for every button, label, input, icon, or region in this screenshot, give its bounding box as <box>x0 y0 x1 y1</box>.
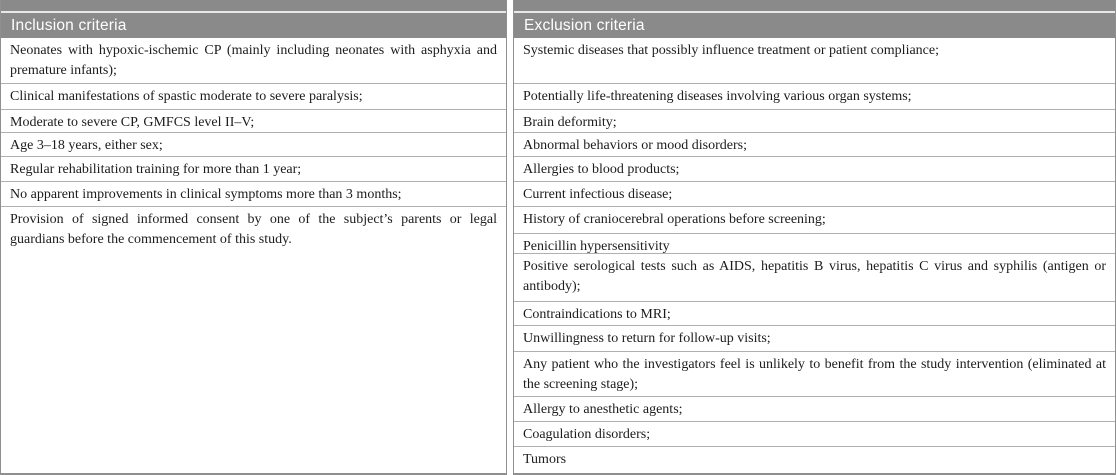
exclusion-criteria-cell: Allergies to blood products; <box>514 157 1115 182</box>
inclusion-rows <box>1 38 506 473</box>
exclusion-criteria-cell: Tumors <box>523 452 567 467</box>
exclusion-criteria-cell: Any patient who the investigators feel is unlikely to benefit from the study intervention (eliminated at the screening stage); <box>514 352 1115 397</box>
inclusion-criteria-cell: Neonates with hypoxic-ischemic CP (mainly including neonates with asphyxia and premature infants); <box>1 38 506 84</box>
inclusion-criteria-cell: Moderate to severe CP, GMFCS level II–V; <box>1 110 506 133</box>
exclusion-column-header: Exclusion criteria <box>514 13 1115 38</box>
inclusion-criteria-cell: Regular rehabilitation training for more than 1 year; <box>1 157 506 182</box>
exclusion-criteria-cell: Contraindications to MRI; <box>514 302 1115 326</box>
inclusion-criteria-cell: Age 3–18 years, either sex; <box>1 133 506 157</box>
exclusion-column <box>513 0 1116 475</box>
inclusion-criteria-cell: Clinical manifestations of spastic moderate to severe paralysis; <box>1 84 506 110</box>
exclusion-criteria-cell: Potentially life-threatening diseases involving various organ systems; <box>514 84 1115 110</box>
exclusion-criteria-cell: Abnormal behaviors or mood disorders; <box>514 133 1115 157</box>
exclusion-criteria-cell: Penicillin hypersensitivity <box>514 234 1115 254</box>
exclusion-criteria-cell: Unwillingness to return for follow-up visits; <box>514 326 1115 352</box>
header-cap-bar <box>1 0 506 11</box>
inclusion-column-header: Inclusion criteria <box>1 13 506 38</box>
exclusion-criteria-cell: Positive serological tests such as AIDS, hepatitis B virus, hepatitis C virus and syphilis (antigen or antibody); <box>514 254 1115 302</box>
exclusion-criteria-cell: Current infectious disease; <box>514 182 1115 207</box>
inclusion-criteria-cell: Provision of signed informed consent by one of the subject’s parents or legal guardians before the commencement of this study. <box>10 212 497 247</box>
exclusion-criteria-cell: Coagulation disorders; <box>514 422 1115 447</box>
inclusion-column <box>0 0 507 475</box>
header-cap-bar <box>514 0 1115 11</box>
exclusion-criteria-cell: History of craniocerebral operations before screening; <box>514 207 1115 234</box>
inclusion-criteria-cell: No apparent improvements in clinical symptoms more than 3 months; <box>1 182 506 207</box>
exclusion-criteria-cell: Systemic diseases that possibly influence treatment or patient compliance; <box>514 38 1115 84</box>
exclusion-criteria-cell: Allergy to anesthetic agents; <box>514 397 1115 422</box>
exclusion-criteria-cell: Brain deformity; <box>514 110 1115 133</box>
exclusion-rows <box>514 38 1115 473</box>
